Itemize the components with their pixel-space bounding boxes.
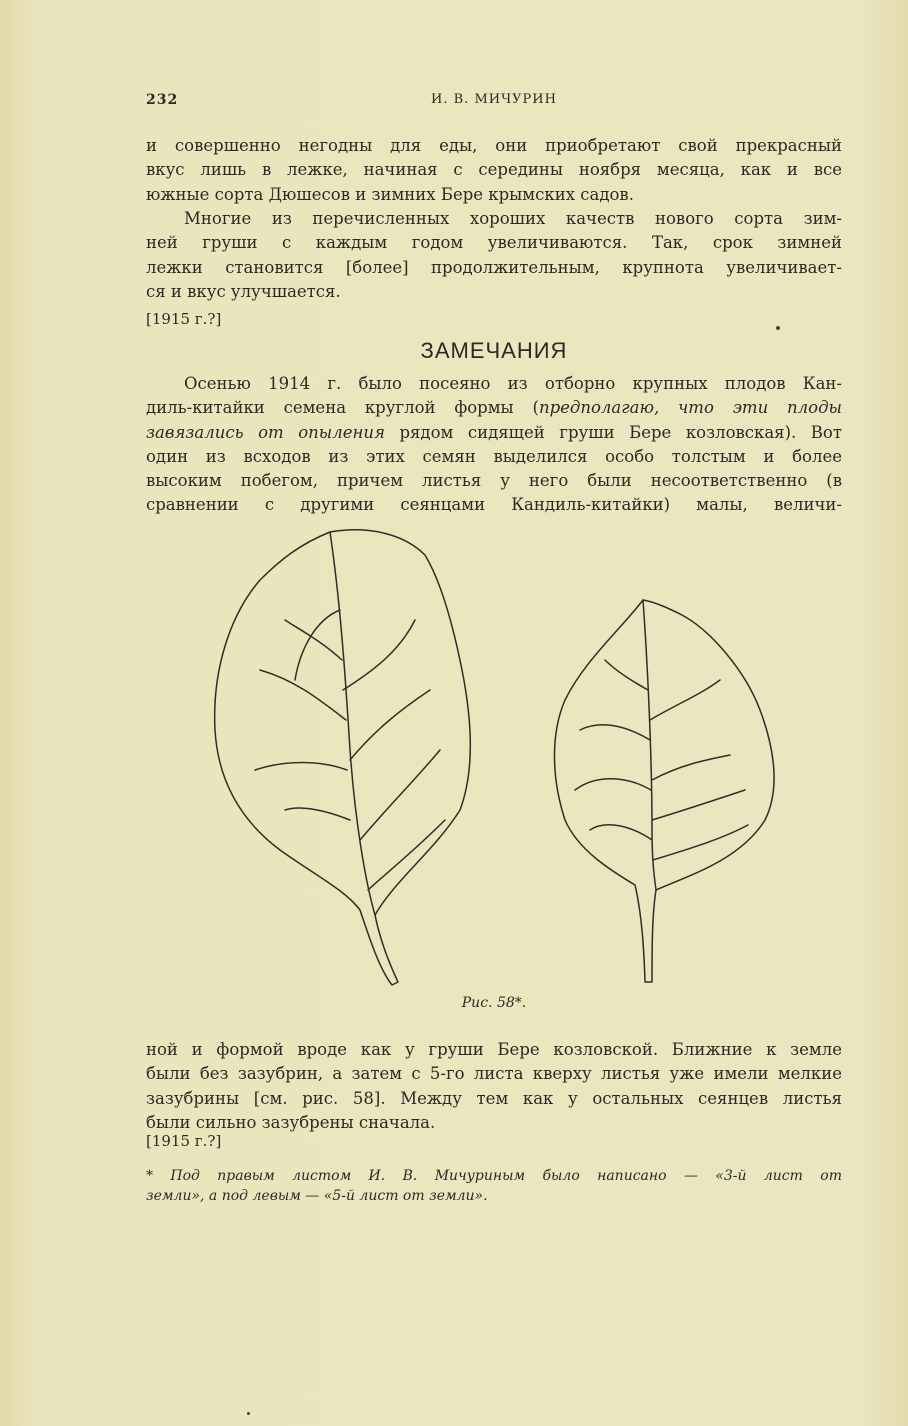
text-line: сравнении с другими сеянцами Кандиль-китайки) малы, величи- — [146, 495, 842, 515]
right-leaf-midrib — [643, 600, 656, 890]
footnote-line: * Под правым листом И. В. Мичуриным было написано — «3-й лист от — [146, 1168, 842, 1184]
text-line: зазубрины [см. рис. 58]. Между тем как у остальных сеянцев листья — [146, 1088, 842, 1108]
paragraph-1 — [146, 134, 842, 207]
text-line: Осенью 1914 г. было посеяно из отборно крупных плодов Кан- — [184, 374, 842, 393]
text-line: были без зазубрин, а затем с 5-го листа кверху листья уже имели мелкие — [146, 1064, 842, 1084]
italic-fragment: завязались от опыления — [146, 422, 385, 442]
left-leaf-vein — [295, 610, 340, 680]
right-leaf-vein — [590, 825, 652, 840]
left-leaf-vein — [260, 670, 346, 720]
text-line: были сильно зазубрены сначала. — [146, 1112, 436, 1132]
text-line: ней груши с каждым годом увеличиваются. Так, срок зимней — [146, 233, 842, 253]
footnote — [146, 1166, 842, 1206]
right-leaf-vein — [652, 755, 730, 780]
footnote-line: земли», а под левым — «5-й лист от земли». — [146, 1188, 488, 1204]
text-fragment: рядом сидящей груши Бере козловская). Вот — [384, 422, 842, 442]
paragraph-2 — [146, 207, 842, 304]
text-fragment: диль-китайки семена круглой формы ( — [146, 398, 539, 418]
left-leaf-vein — [360, 750, 440, 840]
text-line: Многие из перечисленных хороших качеств нового сорта зим- — [184, 209, 842, 228]
speck — [776, 326, 780, 330]
italic-fragment: предполагаю, что эти плоды — [538, 398, 842, 418]
right-leaf-vein — [580, 725, 650, 740]
text-line — [146, 396, 842, 420]
left-leaf-vein — [343, 620, 415, 690]
text-line: высоким побегом, причем листья у него были несоответственно (в — [146, 471, 842, 491]
right-leaf-vein — [605, 660, 648, 690]
figure-caption: Рис. 58*. — [461, 995, 527, 1011]
text-line: ся и вкус улучшается. — [146, 281, 341, 301]
right-leaf-vein — [650, 680, 720, 720]
left-leaf-midrib — [330, 532, 375, 915]
text-line: и совершенно негодны для еды, они приобретают свой прекрасный — [146, 136, 842, 155]
left-leaf-vein — [285, 808, 350, 820]
date-note-1: [1915 г.?] — [146, 310, 222, 328]
page-header — [146, 92, 842, 112]
right-leaf-vein — [652, 790, 745, 820]
leaf-figure — [200, 520, 790, 1000]
text-line: вкус лишь в лежке, начиная с середины ноября месяца, как и все — [146, 160, 842, 180]
left-leaf-vein — [255, 763, 347, 771]
right-leaf-vein — [653, 825, 748, 860]
text-line — [146, 421, 842, 445]
date-note-2: [1915 г.?] — [146, 1132, 222, 1150]
right-leaf-vein — [575, 779, 651, 790]
paragraph-4 — [146, 1038, 842, 1135]
text-line: лежки становится [более] продолжительным, крупнота увеличивает- — [146, 257, 842, 277]
running-title: И. В. МИЧУРИН — [431, 92, 557, 107]
text-line: один из всходов из этих семян выделился особо толстым и более — [146, 446, 842, 466]
left-leaf-vein — [350, 690, 430, 760]
page-number: 232 — [146, 92, 179, 108]
speck — [247, 1412, 250, 1415]
section-heading: ЗАМЕЧАНИЯ — [420, 338, 568, 363]
text-line: южные сорта Дюшесов и зимних Бере крымских садов. — [146, 184, 634, 204]
left-leaf-vein — [368, 820, 445, 890]
paragraph-3 — [146, 372, 842, 518]
left-leaf-vein — [285, 620, 342, 660]
left-leaf-outline — [215, 530, 471, 985]
text-line: ной и формой вроде как у груши Бере козловской. Ближние к земле — [146, 1040, 842, 1059]
